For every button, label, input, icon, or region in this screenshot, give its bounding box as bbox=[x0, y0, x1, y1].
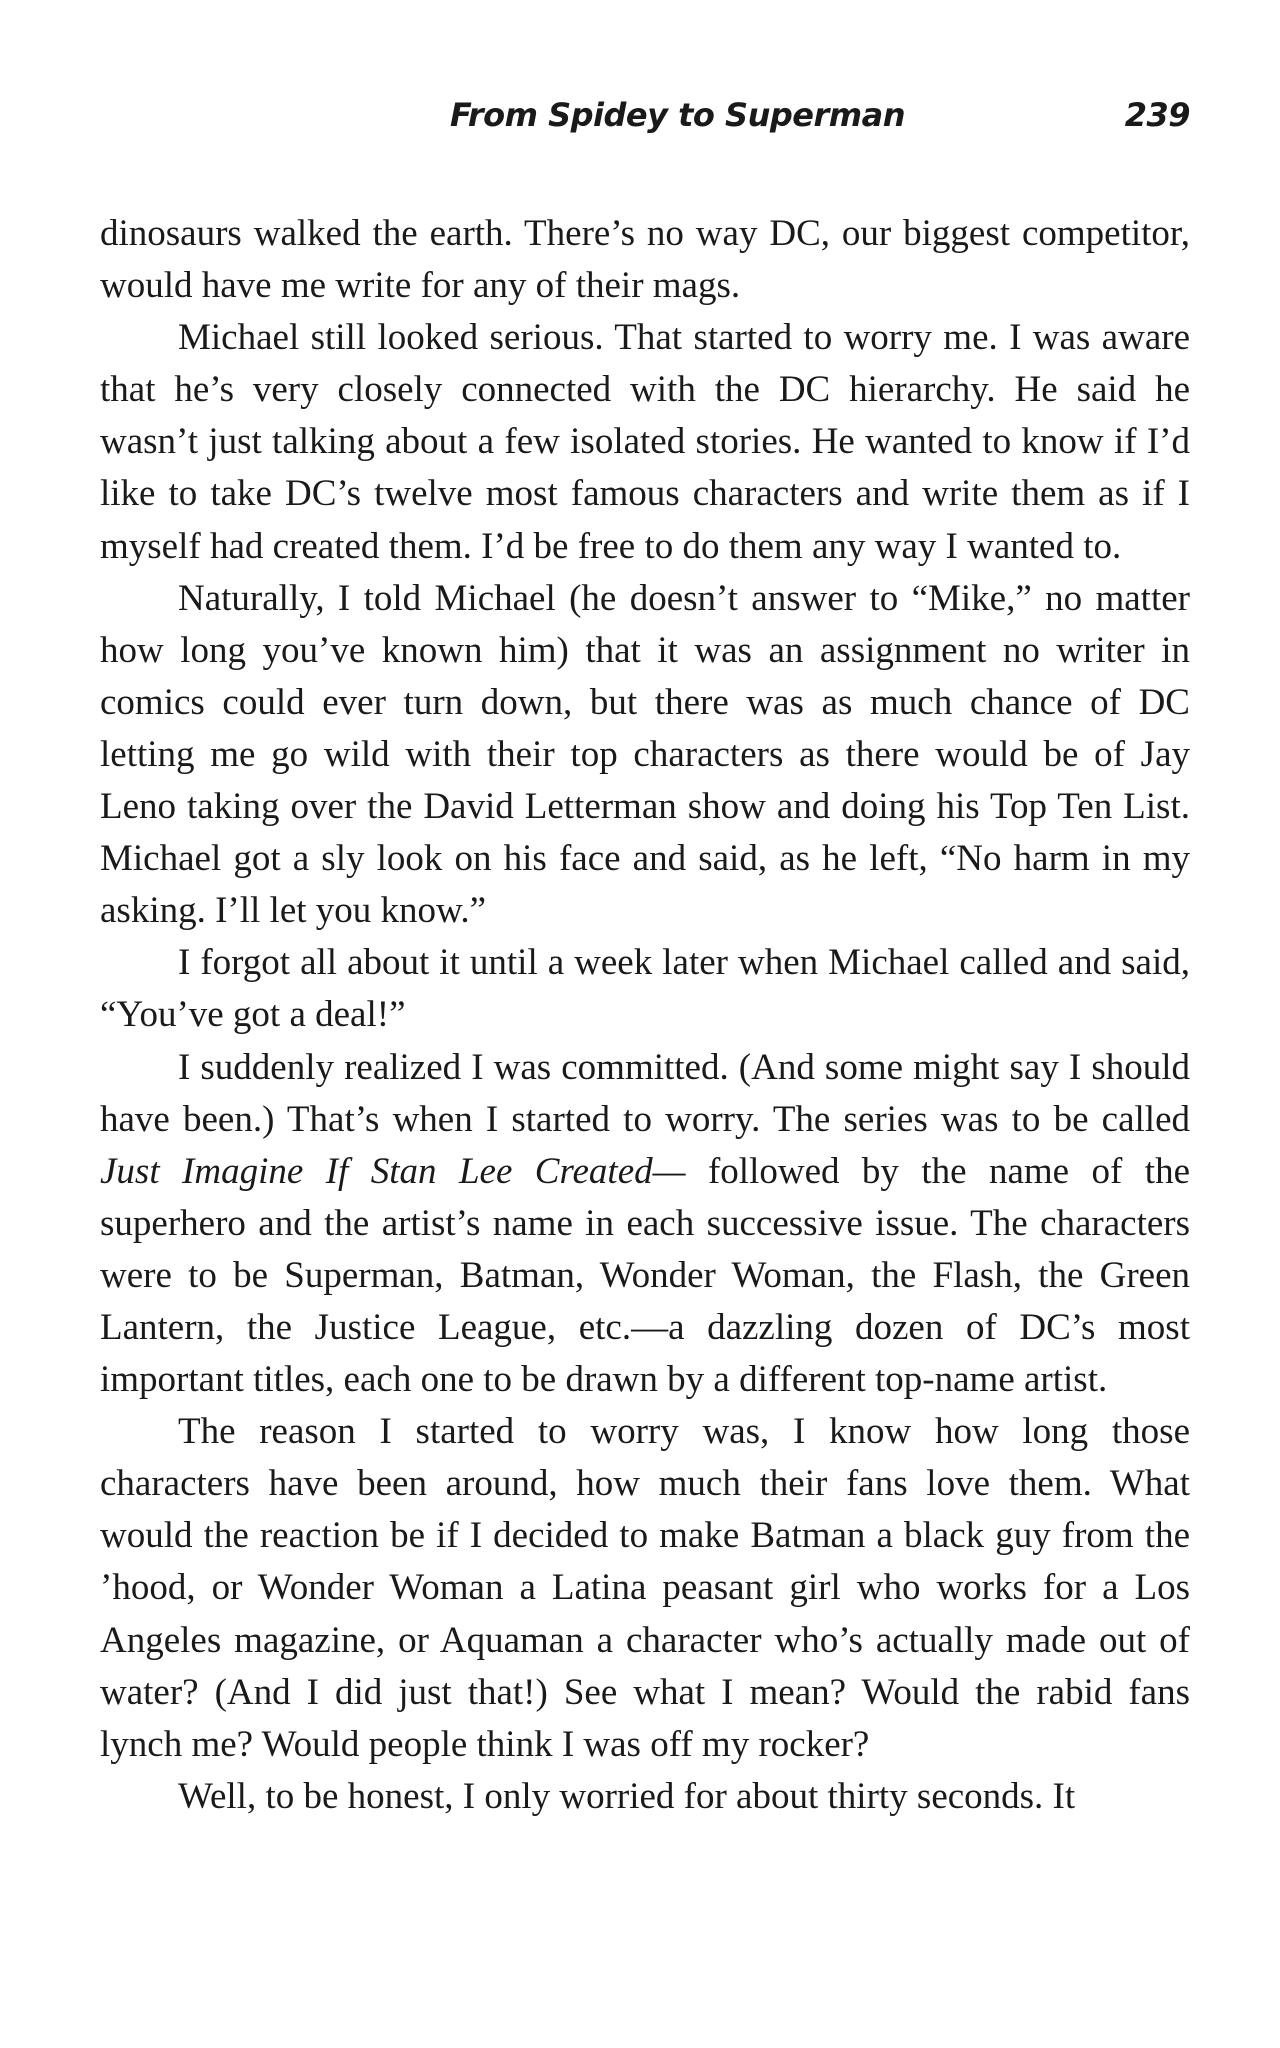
paragraph-continued: dinosaurs walked the earth. There’s no way DC, our biggest competitor, would have me write for any of their mags. bbox=[100, 213, 1190, 307]
paragraph: Well, to be honest, I only worried for about thirty seconds. It bbox=[178, 1775, 1076, 1817]
running-head bbox=[100, 96, 1190, 146]
body-text bbox=[100, 208, 1190, 1823]
page-number: 239 bbox=[1124, 96, 1190, 134]
paragraph: Naturally, I told Michael (he doesn’t answer to “Mike,” no matter how long you’ve known him) that it was an assignment no writer in comics could ever turn down, but there was as much chance of DC letting me go wild with their top characters as there would be of Jay Leno taking over the David Letterman show and doing his Top Ten List. Michael got a sly look on his face and said, as he left, “No harm in my asking. I’ll let you know.” bbox=[100, 577, 1190, 932]
paragraph: Michael still looked serious. That started to worry me. I was aware that he’s very closely connected with the DC hierarchy. He said he wasn’t just talking about a few isolated stories. He wanted to know if I’d like to take DC’s twelve most famous characters and write them as if I myself had created them. I’d be free to do them any way I wanted to. bbox=[100, 317, 1190, 567]
paragraph: The reason I started to worry was, I know how long those characters have been around, how much their fans love them. What would the reaction be if I decided to make Batman a black guy from the ’hood, or Wonder Woman a Latina peasant girl who works for a Los Angeles magazine, or Aquaman a character who’s actually made out of water? (And I did just that!) See what I mean? Would the rabid fans lynch me? Would people think I was off my rocker? bbox=[100, 1411, 1190, 1765]
paragraph-text: followed by the name of the superhero and the artist’s name in each successive issue. The characters were to be Superman, Batman, Wonder Woman, the Flash, the Green Lantern, the Justice League, etc.—a dazzling dozen of DC’s most important titles, each one to be drawn by a different top-name artist. bbox=[100, 1150, 1190, 1401]
paragraph-text: I suddenly realized I was committed. (And some might say I should have been.) That’s when I started to worry. The series was to be called bbox=[100, 1046, 1190, 1140]
running-title: From Spidey to Superman bbox=[450, 96, 905, 134]
paragraph: I forgot all about it until a week later when Michael called and said, “You’ve got a deal!” bbox=[100, 942, 1190, 1036]
series-title-italic: Just Imagine If Stan Lee Created— bbox=[100, 1150, 686, 1192]
paragraph bbox=[100, 1042, 1190, 1407]
